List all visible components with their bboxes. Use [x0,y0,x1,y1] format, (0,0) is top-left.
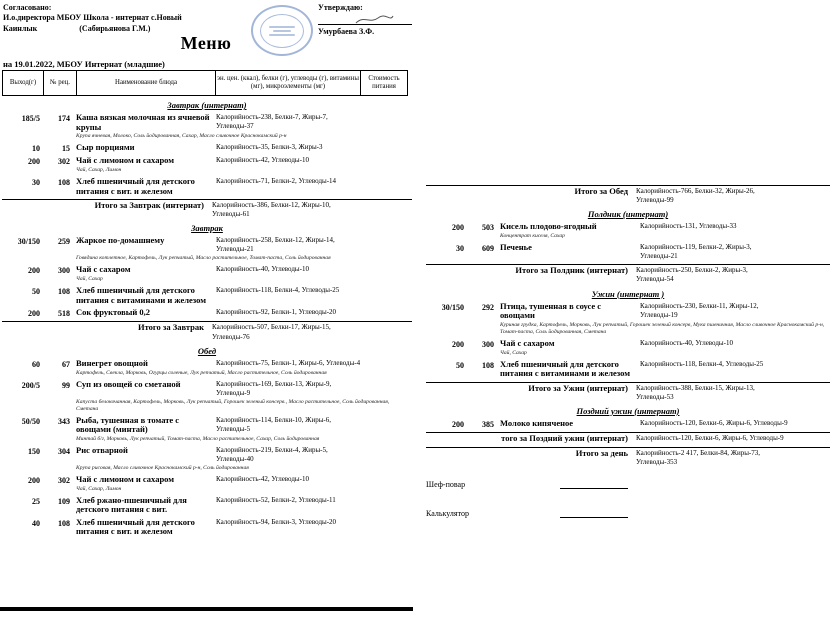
dish-name: Суп из овощей со сметаной [76,378,181,389]
dish-output: 30/150 [441,302,464,312]
dish-recipe-no: 385 [482,419,494,429]
dish-ingredients: Чай, Сахар, Лимон [76,485,122,492]
dish-recipe-no: 109 [58,496,70,506]
dish-recipe-no: 108 [58,178,70,187]
page-title: Меню [180,33,232,53]
dish-recipe-no: 302 [58,157,70,167]
chef-signature-label: Шеф-повар [426,479,466,489]
dish-output: 30/150 [17,237,40,247]
table-header-row [2,70,408,96]
dish-output: 60 [32,359,40,369]
menu-column-left [2,96,412,537]
dish-nutrition: Калорийность-118, Белки-4, Углеводы-25 [640,359,764,368]
dish-nutrition: Калорийность-114, Белки-10, Жиры-6, Углеводы-5 [216,415,331,433]
total-label: Итого за Завтрак (интернат) [94,200,204,211]
dish-name: Хлеб пшеничный для детского питания с витаминами и железом [500,358,631,379]
chef-signature-row [426,477,830,489]
dish-ingredients: Крупа рисовая, Масло сливочное Краснокамский р-н, Соль йодированная [76,464,249,471]
dish-recipe-no: 15 [62,144,70,154]
dish-row [2,496,412,515]
dish-nutrition: Калорийность-238, Белки-7, Жиры-7, Углеводы-37 [216,113,328,131]
dish-item [2,416,412,443]
dish-name: Сыр порциями [76,142,135,153]
dish-name: Винегрет овощной [76,357,148,368]
dish-output: 30 [456,244,464,254]
dish-row [426,222,830,232]
dish-ingredients: Картофель, Свекла, Морковь, Огурцы соленые, Лук репчатый, Масло растительное, Соль йодированная [76,369,327,376]
dish-output: 50/50 [21,416,40,426]
dish-nutrition: Калорийность-230, Белки-11, Жиры-12, Углеводы-19 [640,301,759,319]
total-nutrition: Калорийность-386, Белки-12, Жиры-10, Углеводы-61 [212,201,331,219]
dish-name: Чай с лимоном и сахаром [76,473,175,484]
dish-output: 50 [456,360,464,370]
dish-nutrition: Калорийность-94, Белки-3, Углеводы-20 [216,517,337,526]
total-nutrition: Калорийность-507, Белки-17, Жиры-15, Углеводы-76 [212,323,331,341]
approver-name: Умурбаева З.Ф. [318,27,375,37]
dish-recipe-no: 99 [62,380,70,390]
dish-recipe-no: 108 [58,287,70,297]
dish-row [2,143,412,153]
dish-recipe-no: 518 [58,309,70,319]
total-nutrition: Калорийность-766, Белки-32, Жиры-26, Углеводы-99 [636,187,755,205]
section-header: Завтрак [191,223,223,234]
dish-name: Молоко кипяченое [500,417,574,428]
dish-recipe-no: 174 [58,114,70,123]
dish-nutrition: Калорийность-119, Белки-2, Жиры-3, Углеводы-21 [640,243,752,261]
dish-row [2,177,412,196]
dish-recipe-no: 300 [482,339,494,349]
dish-recipe-no: 67 [62,359,70,369]
total-row [426,382,830,402]
total-label: того за Поздний ужин (интернат) [501,432,628,443]
dish-output: 200 [28,475,40,485]
signatures-block [426,477,830,518]
dish-item [2,156,412,174]
dish-nutrition: Калорийность-42, Углеводы-10 [216,156,309,165]
dish-output: 200 [452,223,464,233]
dish-nutrition: Калорийность-40, Углеводы-10 [216,265,309,274]
section-header: Поздний ужин (интернат) [576,405,680,416]
dish-output: 200 [452,339,464,349]
col-header-nutrition: эн. цен. (ккал), белки (г), углеводы (г), витамины (мг), микроэлементы (мг) [216,71,361,95]
page-divider-line [0,607,413,611]
dish-nutrition: Калорийность-219, Белки-4, Жиры-5, Углеводы-40 [216,445,328,463]
dish-row [2,286,412,305]
dish-row [426,419,830,429]
dish-item [2,113,412,140]
director-name: (Сабирьянова Г.М.) [79,23,151,33]
dish-output: 150 [28,446,40,456]
dish-row [2,359,412,369]
dish-nutrition: Калорийность-169, Белки-13, Жиры-9, Углеводы-9 [216,379,332,397]
dish-row [2,380,412,398]
agreed-label: Согласовано: [3,3,52,12]
total-label: Итого за Обед [574,186,628,196]
dish-recipe-no: 108 [58,518,70,528]
dish-recipe-no: 259 [58,237,70,247]
total-row [2,199,412,219]
dish-recipe-no: 292 [482,302,494,312]
dish-item [2,308,412,318]
menu-column-right [426,182,830,535]
col-header-cost: Стоимость питания [368,74,400,90]
dish-item [2,236,412,262]
dish-ingredients: Минтай б/г, Морковь, Лук репчатый, Томат-паста, Масло растительное, Сахар, Соль йодированная [76,435,320,442]
dish-recipe-no: 609 [482,244,494,254]
dish-nutrition: Калорийность-131, Углеводы-33 [640,222,737,231]
stamp-text-line [269,26,295,28]
dish-name: Чай с лимоном и сахаром [76,155,175,166]
dish-name: Жаркое по-домашнему [76,235,165,246]
stamp-text-line [273,30,291,32]
dish-item [2,265,412,283]
dish-row [2,265,412,275]
dish-item [2,518,412,537]
dish-ingredients: Чай, Сахар [500,349,527,356]
dish-nutrition: Калорийность-40, Углеводы-10 [640,338,733,347]
total-row [426,264,830,284]
dish-item [2,475,412,493]
director-line: И.о.директора МБОУ Школа - интернат с.Новый [3,13,182,23]
approval-left-block [3,3,265,34]
calculator-signature-label: Калькулятор [426,508,469,518]
dish-output: 50 [32,287,40,297]
village-name: Каинлык [3,23,38,33]
dish-recipe-no: 304 [58,446,70,456]
chef-signature-line [560,477,628,489]
dish-ingredients: Чай, Сахар, Лимон [76,167,122,174]
dish-name: Сок фруктовый 0,2 [76,307,151,318]
total-label: Итого за Полдник (интернат) [515,265,628,276]
signature-line [318,24,412,25]
dish-recipe-no: 343 [58,416,70,426]
total-label: Итого за день [575,447,628,458]
dish-output: 200/5 [21,380,40,390]
section-header: Завтрак (интернат) [167,100,247,110]
dish-item [426,302,830,336]
dish-row [426,339,830,349]
dish-name: Хлеб пшеничный для детского питания с вит. и железом [76,176,195,196]
dish-name: Чай с сахаром [76,264,131,275]
total-label: Итого за Ужин (интернат) [528,382,628,393]
dish-item [2,177,412,196]
dish-nutrition: Калорийность-35, Белки-3, Жиры-3 [216,143,323,152]
total-row [426,185,830,205]
dish-name: Птица, тушенная в соусе с овощами [500,300,602,321]
section-header: Обед [197,345,217,356]
dish-recipe-no: 108 [482,360,494,370]
dish-output: 200 [452,419,464,429]
total-nutrition: Калорийность-250, Белки-2, Жиры-3, Углеводы-54 [636,266,748,284]
dish-recipe-no: 503 [482,223,494,233]
dish-row [2,446,412,464]
total-label: Итого за Завтрак [137,322,204,333]
dish-item [426,360,830,379]
dish-ingredients: Крупа ячневая, Молоко, Соль йодированная, Сахар, Масло сливочное Краснокамский р-н [76,133,287,140]
dish-item [2,496,412,515]
dish-row [2,416,412,435]
dish-item [426,222,830,240]
dish-name: Хлеб ржано-пшеничный для детского питания с вит. [76,494,187,515]
total-nutrition: Калорийность-388, Белки-15, Жиры-13, Углеводы-53 [636,383,755,401]
dish-nutrition: Калорийность-258, Белки-12, Жиры-14, Углеводы-21 [216,236,335,254]
dish-row [2,475,412,485]
dish-recipe-no: 302 [58,475,70,485]
dish-row [426,302,830,321]
dish-ingredients: Говядина котлетное, Картофель, Лук репчатый, Масло растительное, Томат-паста, Соль йодированная [76,255,331,262]
dish-output: 10 [32,144,40,154]
dish-nutrition: Калорийность-42, Углеводы-10 [216,474,309,483]
dish-output: 185/5 [21,114,40,123]
calculator-signature-line [560,506,628,518]
dish-output: 30 [32,178,40,187]
dish-ingredients: Куриная грудка, Картофель, Морковь, Лук репчатый, Горошек зеленый консерв, Мука пшеничная, Масло сливочное Краснокамский р-н, Томат-паста, Соль йодированная, Сметана [500,321,825,335]
dish-nutrition: Калорийность-75, Белки-1, Жиры-6, Углеводы-4 [216,358,361,367]
dish-row [2,518,412,537]
dish-output: 200 [28,266,40,276]
dish-name: Каша вязкая молочная из ячневой крупы [76,112,210,132]
dish-nutrition: Калорийность-52, Белки-2, Углеводы-11 [216,495,336,504]
dish-item [2,359,412,377]
dish-row [426,360,830,379]
dish-row [2,308,412,318]
dish-nutrition: Калорийность-120, Белки-6, Жиры-6, Углеводы-9 [640,418,788,427]
dish-row [2,156,412,166]
dish-nutrition: Калорийность-118, Белки-4, Углеводы-25 [216,286,340,295]
total-nutrition: Калорийность-120, Белки-6, Жиры-6, Углеводы-9 [636,433,784,442]
dish-nutrition: Калорийность-71, Белки-2, Углеводы-14 [216,177,337,185]
total-nutrition: Калорийность-2 417, Белки-84, Жиры-73, Углеводы-353 [636,448,760,466]
total-row [426,447,830,467]
dish-output: 25 [32,496,40,506]
total-row [2,321,412,341]
dish-item [426,419,830,429]
dish-name: Чай с сахаром [500,337,555,348]
dish-item [2,446,412,472]
approve-label: Утверждаю: [318,3,363,12]
dish-item [2,380,412,413]
dish-output: 200 [28,157,40,167]
page-subtitle: на 19.01.2022, МБОУ Интернат (младшие) [3,59,165,69]
dish-output: 40 [32,518,40,528]
dish-row [426,243,830,261]
dish-name: Рыба, тушенная в томате с овощами (минтай) [76,414,180,435]
dish-name: Рис отварной [76,444,128,455]
calculator-signature-row [426,506,830,518]
dish-nutrition: Калорийность-92, Белки-1, Углеводы-20 [216,308,337,317]
dish-ingredients: Концентрат киселя, Сахар [500,233,565,240]
section-header: Полдник (интернат) [587,209,669,220]
total-row [426,432,830,444]
dish-name: Печенье [500,242,532,253]
dish-row [2,113,412,132]
dish-output: 200 [28,309,40,319]
dish-item [426,339,830,357]
dish-row [2,236,412,254]
dish-name: Кисель плодово-ягодный [500,221,597,232]
dish-name: Хлеб пшеничный для детского питания с вит. и железом [76,516,195,537]
col-header-dish-name: Наименование блюда [77,71,216,95]
col-header-recipe: № рец. [44,71,77,95]
dish-item [2,143,412,153]
dish-recipe-no: 300 [58,266,70,276]
dish-name: Хлеб пшеничный для детского питания с витаминами и железом [76,285,207,305]
dish-ingredients: Капуста белокочанная, Картофель, Морковь, Лук репчатый, Горошек зеленый консерв., Масло растительное, Соль йодированная, Сметана [76,398,390,412]
col-header-output: Выход(г) [3,71,44,95]
dish-ingredients: Чай, Сахар [76,276,103,283]
section-header: Ужин (интернат ) [591,288,665,299]
dish-item [426,243,830,261]
dish-item [2,286,412,305]
